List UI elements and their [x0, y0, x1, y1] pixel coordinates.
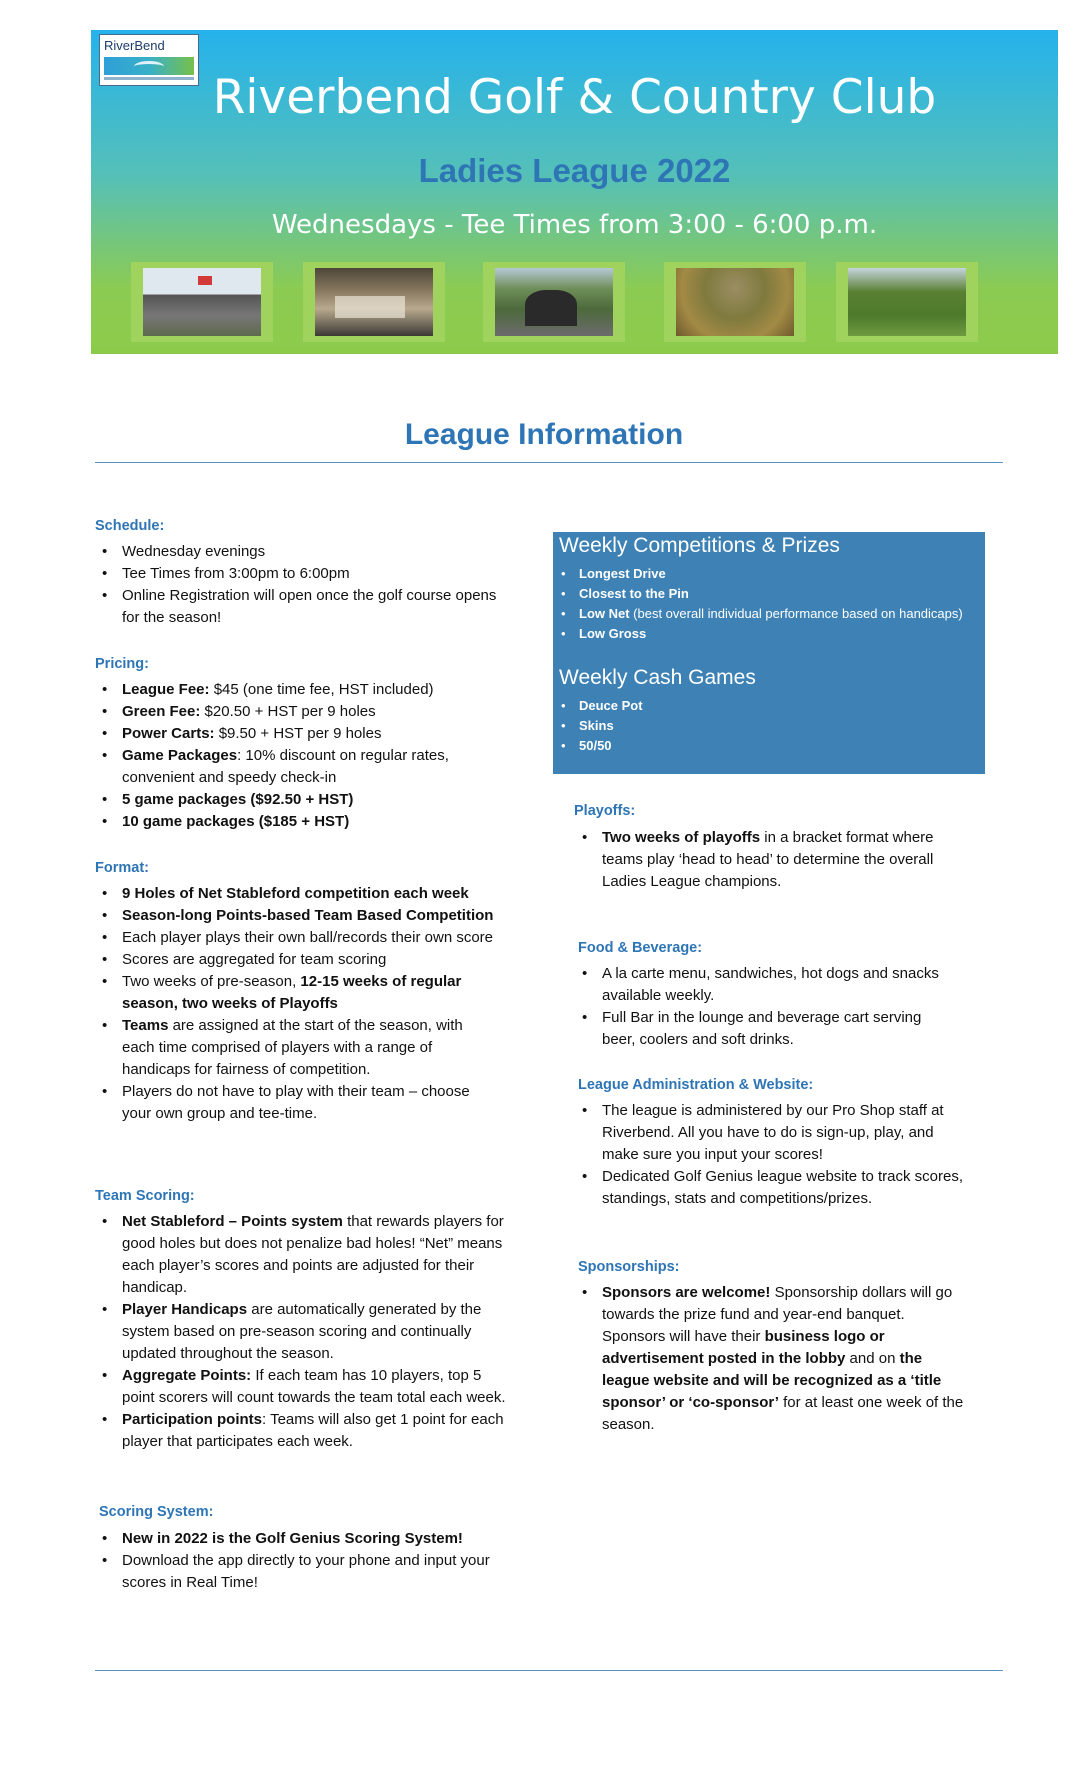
cash-games-heading: Weekly Cash Games	[559, 666, 756, 689]
club-title: Riverbend Golf & Country Club	[212, 70, 937, 125]
list-item: • Tee Times from 3:00pm to 6:00pm	[98, 563, 498, 585]
list-item: • Two weeks of pre-season, 12-15 weeks of regular season, two weeks of Playoffs	[98, 971, 498, 1015]
photo-gazebo	[483, 262, 625, 342]
scoring-system-list	[98, 1528, 508, 1594]
sponsorships-heading: Sponsorships:	[578, 1259, 680, 1275]
list-item: • New in 2022 is the Golf Genius Scoring System!	[98, 1528, 508, 1550]
list-item: • Skins	[559, 716, 969, 736]
list-item: • Scores are aggregated for team scoring	[98, 949, 498, 971]
scoring-system-heading: Scoring System:	[99, 1504, 214, 1520]
list-item: • Season-long Points-based Team Based Competition	[98, 905, 498, 927]
format-list	[98, 883, 498, 1125]
list-item: • Sponsors are welcome! Sponsorship dollars will go towards the prize fund and year-end banquet. Sponsors will have their business logo or advertisement posted in the lobby and on the league website and will be recognized as a ‘title sponsor’ or ‘co-sponsor’ for at least one week of the season.	[578, 1282, 968, 1436]
top-divider	[95, 462, 1003, 463]
list-item: • Online Registration will open once the golf course opens for the season!	[98, 585, 498, 629]
list-item: • Two weeks of playoffs in a bracket format where teams play ‘head to head’ to determine the overall Ladies League champions.	[578, 827, 958, 893]
photo-fairway	[836, 262, 978, 342]
format-heading: Format:	[95, 860, 149, 876]
list-item: • Download the app directly to your phone and input your scores in Real Time!	[98, 1550, 508, 1594]
list-item: • Teams are assigned at the start of the season, with each time comprised of players with a range of handicaps for fairness of competition.	[98, 1015, 498, 1081]
photo-pond	[664, 262, 806, 342]
list-item: • Each player plays their own ball/records their own score	[98, 927, 498, 949]
list-item: • Green Fee: $20.50 + HST per 9 holes	[98, 701, 498, 723]
competitions-heading: Weekly Competitions & Prizes	[559, 534, 840, 557]
pricing-heading: Pricing:	[95, 656, 149, 672]
list-item: • Player Handicaps are automatically generated by the system based on pre-season scoring and continually updated throughout the season.	[98, 1299, 508, 1365]
photo-patio	[303, 262, 445, 342]
schedule-heading: Schedule:	[95, 518, 165, 534]
list-item: • Longest Drive	[559, 564, 969, 584]
team-scoring-heading: Team Scoring:	[95, 1188, 195, 1204]
league-title: Ladies League 2022	[418, 152, 731, 189]
schedule-list	[98, 541, 498, 629]
admin-list	[578, 1100, 968, 1210]
list-item: • Low Gross	[559, 624, 969, 644]
pricing-list	[98, 679, 498, 833]
playoffs-list	[578, 827, 958, 893]
list-item: • Participation points: Teams will also get 1 point for each player that participates each week.	[98, 1409, 508, 1453]
list-item: • Full Bar in the lounge and beverage cart serving beer, coolers and soft drinks.	[578, 1007, 958, 1051]
list-item: • A la carte menu, sandwiches, hot dogs and snacks available weekly.	[578, 963, 958, 1007]
list-item: • League Fee: $45 (one time fee, HST included)	[98, 679, 498, 701]
list-item: • 9 Holes of Net Stableford competition each week	[98, 883, 498, 905]
list-item: • 10 game packages ($185 + HST)	[98, 811, 498, 833]
food-list	[578, 963, 958, 1051]
tee-times-line: Wednesdays - Tee Times from 3:00 - 6:00 p.m.	[271, 210, 878, 240]
list-item: • 5 game packages ($92.50 + HST)	[98, 789, 498, 811]
food-heading: Food & Beverage:	[578, 940, 703, 956]
list-item: • 50/50	[559, 736, 969, 756]
team-scoring-list	[98, 1211, 508, 1453]
section-title: League Information	[404, 418, 684, 451]
list-item: • Closest to the Pin	[559, 584, 969, 604]
bottom-divider	[95, 1670, 1003, 1671]
logo-text: RiverBend	[104, 38, 165, 53]
list-item: • Dedicated Golf Genius league website to track scores, standings, stats and competitions/prizes.	[578, 1166, 968, 1210]
list-item: • Low Net (best overall individual performance based on handicaps)	[559, 604, 969, 624]
competitions-list	[559, 564, 969, 644]
cash-games-list	[559, 696, 969, 756]
list-item: • Game Packages: 10% discount on regular rates, convenient and speedy check-in	[98, 745, 498, 789]
admin-heading: League Administration & Website:	[578, 1077, 814, 1093]
list-item: • Wednesday evenings	[98, 541, 498, 563]
header-banner	[91, 30, 1058, 354]
list-item: • The league is administered by our Pro Shop staff at Riverbend. All you have to do is sign-up, play, and make sure you input your scores!	[578, 1100, 968, 1166]
list-item: • Deuce Pot	[559, 696, 969, 716]
list-item: • Aggregate Points: If each team has 10 players, top 5 point scorers will count towards the team total each week.	[98, 1365, 508, 1409]
list-item: • Players do not have to play with their team – choose your own group and tee-time.	[98, 1081, 498, 1125]
list-item: • Power Carts: $9.50 + HST per 9 holes	[98, 723, 498, 745]
photo-clubhouse	[131, 262, 273, 342]
sponsorships-list	[578, 1282, 968, 1436]
playoffs-heading: Playoffs:	[574, 803, 636, 819]
list-item: • Net Stableford – Points system that rewards players for good holes but does not penalize bad holes! “Net” means each player’s scores and points are adjusted for their handicap.	[98, 1211, 508, 1299]
competitions-box	[553, 532, 985, 774]
